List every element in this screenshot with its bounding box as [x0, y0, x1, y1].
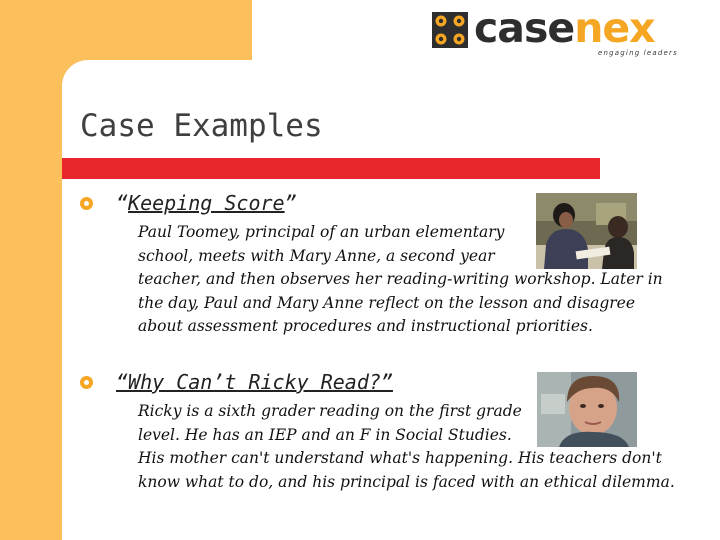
case-1-close-quote: ” — [284, 191, 297, 215]
case-2-line: Ricky is a sixth grader reading on the first grade — [138, 402, 522, 420]
logo-wordmark-nex: nex — [574, 4, 655, 52]
case-2-line: level. He has an IEP and an F in Social Studies. — [138, 425, 512, 444]
case-1-title — [116, 190, 297, 216]
case-1-title-link[interactable]: Keeping Score — [128, 191, 285, 215]
logo-wordmark — [474, 2, 655, 54]
case-1-line: teacher, and then observes her reading-writing workshop. Later in — [138, 270, 663, 288]
case-1-line: school, meets with Mary Anne, a second year — [138, 246, 495, 265]
logo-mark-icon — [432, 12, 468, 48]
case-2-line: His mother can't understand what's happening. His teachers don't — [138, 449, 662, 467]
bullet-icon — [80, 376, 93, 389]
case-2-title — [116, 369, 393, 395]
case-2-title-link[interactable]: “Why Can’t Ricky Read?” — [116, 370, 393, 394]
slide-title: Case Examples — [80, 108, 323, 144]
logo-wordmark-case: case — [474, 4, 575, 52]
casenex-logo — [432, 4, 692, 62]
case-2-line: know what to do, and his principal is faced with an ethical dilemma. — [138, 472, 675, 491]
orange-left-band — [0, 0, 62, 540]
case-1-line: about assessment procedures and instructional priorities. — [138, 317, 593, 335]
case-1-line: the day, Paul and Mary Anne reflect on the lesson and disagree — [138, 293, 635, 312]
case-1-open-quote: “ — [116, 191, 129, 215]
title-accent-bar — [62, 158, 600, 179]
logo-tagline: engaging leaders — [598, 49, 678, 57]
case-2-description — [138, 400, 708, 494]
case-1-line: Paul Toomey, principal of an urban elementary — [138, 223, 505, 241]
case-1-description — [138, 221, 698, 339]
bullet-icon — [80, 197, 93, 210]
